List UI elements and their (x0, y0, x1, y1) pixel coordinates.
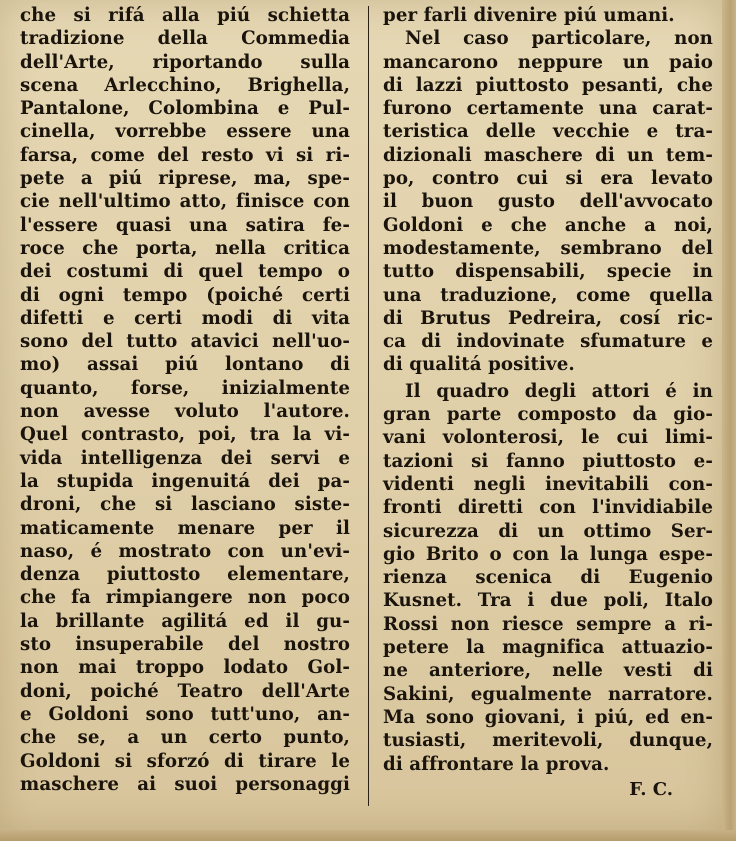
text-line: Pantalone, Colombina e Pul- (20, 98, 350, 120)
text-line: Nel caso particolare, non (405, 28, 713, 50)
paragraph (383, 380, 713, 776)
text-line: fronti diretti con l'invidiabile (383, 497, 713, 519)
text-line: tazioni si fanno piuttosto e- (383, 450, 713, 472)
column-divider (368, 6, 369, 806)
text-line: pete a piú riprese, ma, spe- (20, 168, 350, 190)
text-line: una traduzione, come quella (383, 284, 713, 306)
text-line: Ma sono giovani, i piú, ed en- (383, 706, 713, 728)
text-line: e Goldoni sono tutt'uno, an- (20, 703, 350, 725)
text-line: Kusnet. Tra i due poli, Italo (383, 590, 713, 612)
text-line: maticamente menare per il (20, 517, 350, 539)
right-column (383, 4, 713, 802)
text-line: tutto dispensabili, specie in (383, 261, 713, 283)
text-line: tradizione della Commedia (20, 28, 350, 50)
text-line: la brillante agilitá ed il gu- (20, 610, 350, 632)
text-line: sicurezza di un ottimo Ser- (383, 520, 713, 542)
text-line: di affrontare la prova. (383, 753, 610, 775)
text-line: la stupida ingenuitá dei pa- (20, 470, 350, 492)
text-line: sto insuperabile del nostro (20, 634, 350, 656)
text-line: di lazzi piuttosto pesanti, che (383, 74, 713, 96)
paragraph (383, 4, 713, 27)
text-line: Il quadro degli attori é in (405, 380, 713, 402)
text-line: furono certamente una carat- (383, 98, 713, 120)
text-line: vida intelligenza dei servi e (20, 447, 350, 469)
author-signature: F. C. (629, 778, 673, 800)
text-line: quanto, forse, inizialmente (20, 377, 350, 399)
text-line: cinella, vorrebbe essere una (20, 121, 350, 143)
text-line: maschere ai suoi personaggi (20, 773, 350, 795)
text-line: Goldoni si sforzó di tirare le (20, 750, 350, 772)
text-line: modestamente, sembrano del (383, 237, 713, 259)
text-line: dell'Arte, riportando sulla (20, 51, 350, 73)
text-line: dei costumi di quel tempo o (20, 261, 350, 283)
text-line: scena Arlecchino, Brighella, (20, 74, 350, 96)
text-line: sono del tutto atavici nell'uo- (20, 331, 350, 353)
text-line: doni, poiché Teatro dell'Arte (20, 680, 350, 702)
text-line: ne anteriore, nelle vesti di (383, 660, 713, 682)
text-line: Quel contrasto, poi, tra la vi- (20, 424, 350, 446)
text-line: gio Brito o con la lunga espe- (383, 543, 713, 565)
text-line: roce che porta, nella critica (20, 237, 350, 259)
text-line: denza piuttosto elementare, (20, 564, 350, 586)
text-line: dizionali maschere di un tem- (383, 144, 713, 166)
text-line: non avesse voluto l'autore. (20, 401, 350, 423)
text-line: po, contro cui si era levato (383, 168, 713, 190)
text-line: il buon gusto dell'avvocato (383, 191, 713, 213)
text-line: teristica delle vecchie e tra- (383, 121, 713, 143)
paper-edge-bottom (0, 830, 736, 841)
text-line: difetti e certi modi di vita (20, 307, 350, 329)
text-line: per farli divenire piú umani. (383, 5, 675, 26)
text-line: Rossi non riesce sempre a ri- (383, 613, 713, 635)
paper-edge-right (722, 0, 736, 841)
text-line: petere la magnifica attuazio- (383, 637, 713, 659)
text-line: l'essere quasi una satira fe- (20, 214, 350, 236)
text-line: naso, é mostrato con un'evi- (20, 540, 350, 562)
text-line: non mai troppo lodato Gol- (20, 657, 350, 679)
paragraph (383, 27, 713, 376)
text-line: cie nell'ultimo atto, finisce con (20, 191, 350, 213)
left-column (20, 4, 350, 796)
text-line: mo) assai piú lontano di (20, 354, 350, 376)
text-line: ca di indovinate sfumature e (383, 331, 713, 353)
text-line: droni, che si lasciano siste- (20, 494, 350, 516)
text-line: vani volonterosi, le cui limi- (383, 427, 713, 449)
text-line: che se, a un certo punto, (20, 727, 350, 749)
text-line: che fa rimpiangere non poco (20, 587, 350, 609)
text-line: mancarono neppure un paio (383, 51, 713, 73)
text-line: di qualitá positive. (383, 354, 575, 376)
text-line: di Brutus Pedreira, cosí ric- (383, 307, 713, 329)
text-line: farsa, come del resto vi si ri- (20, 144, 350, 166)
text-line: tusiasti, meritevoli, dunque, (383, 730, 713, 752)
text-line: gran parte composto da gio- (383, 404, 713, 426)
text-line: che si rifá alla piú schietta (20, 5, 350, 26)
text-line: videnti negli inevitabili con- (383, 473, 713, 495)
text-line: Sakini, egualmente narratore. (383, 683, 713, 705)
text-line: rienza scenica di Eugenio (383, 567, 713, 589)
text-line: di ogni tempo (poiché certi (20, 284, 350, 306)
text-line: Goldoni e che anche a noi, (383, 214, 713, 236)
